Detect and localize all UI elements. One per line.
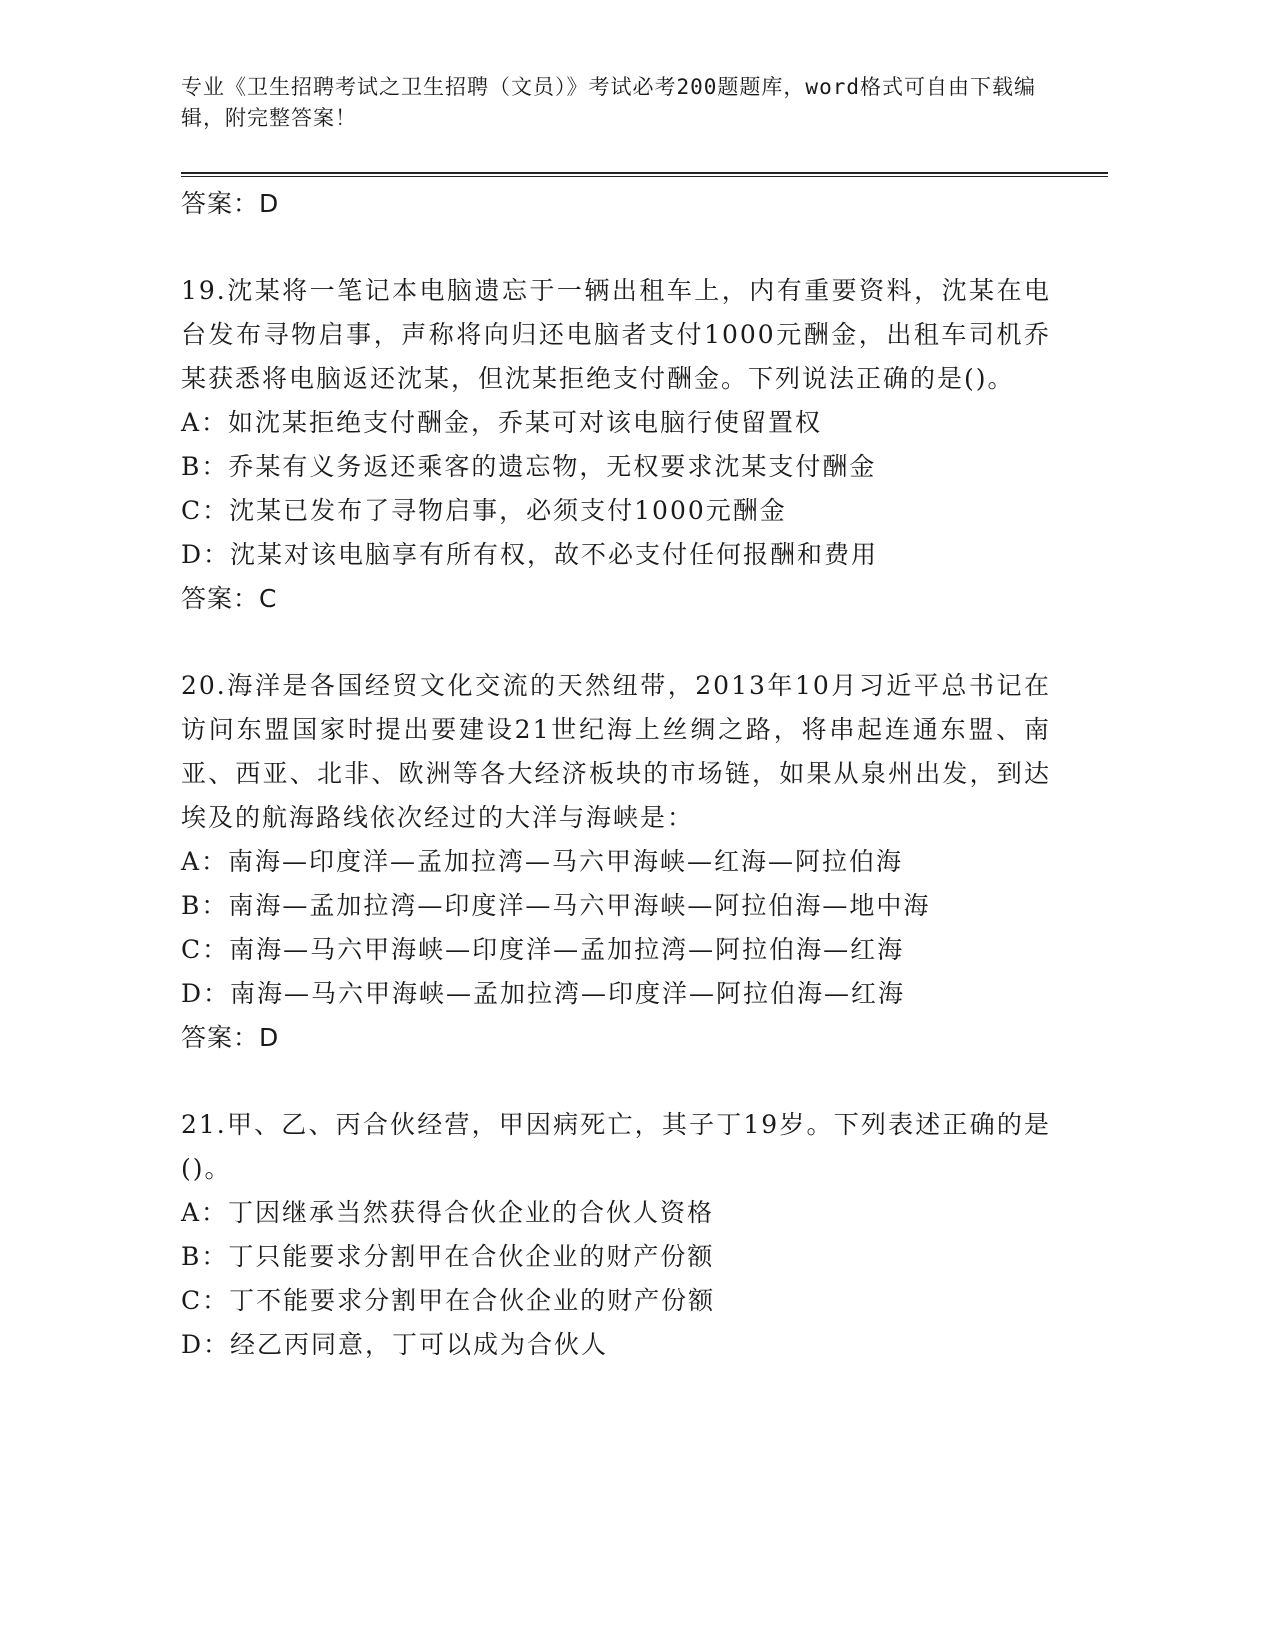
option-a: A：南海—印度洋—孟加拉湾—马六甲海峡—红海—阿拉伯海 [181, 847, 904, 876]
answer-20: 答案：D [181, 1023, 280, 1052]
option-c: C：丁不能要求分割甲在合伙企业的财产份额 [181, 1286, 716, 1315]
question-stem: 21.甲、乙、丙合伙经营，甲因病死亡，其子丁19岁。下列表述正确的是()。 [181, 1110, 1051, 1183]
option-a: A：丁因继承当然获得合伙企业的合伙人资格 [181, 1198, 715, 1227]
header-divider-thick [181, 172, 1108, 174]
option-b: B：南海—孟加拉湾—印度洋—马六甲海峡—阿拉伯海—地中海 [181, 891, 931, 920]
question-19 [181, 269, 1051, 620]
question-list [181, 182, 1051, 1367]
question-20 [181, 664, 1051, 1059]
spacer [181, 620, 1051, 664]
option-d: D：经乙丙同意，丁可以成为合伙人 [181, 1330, 609, 1359]
option-a: A：如沈某拒绝支付酬金，乔某可对该电脑行使留置权 [181, 408, 823, 437]
answer-previous: 答案：D [181, 189, 280, 218]
spacer [181, 225, 1051, 269]
option-c: C：南海—马六甲海峡—印度洋—孟加拉湾—阿拉伯海—红海 [181, 935, 905, 964]
option-d: D：沈某对该电脑享有所有权，故不必支付任何报酬和费用 [181, 540, 879, 569]
question-stem: 20.海洋是各国经贸文化交流的天然纽带，2013年10月习近平总书记在访问东盟国家时提出要建设21世纪海上丝绸之路，将串起连通东盟、南亚、西亚、北非、欧洲等各大经济板块的市场链，如果从泉州出发，到达埃及的航海路线依次经过的大洋与海峡是： [181, 671, 1051, 832]
option-d: D：南海—马六甲海峡—孟加拉湾—印度洋—阿拉伯海—红海 [181, 979, 906, 1008]
header-divider-thin [181, 176, 1108, 177]
question-21 [181, 1103, 1051, 1367]
option-c: C：沈某已发布了寻物启事，必须支付1000元酬金 [181, 496, 787, 525]
answer-19: 答案：C [181, 584, 278, 613]
page-header [181, 72, 1061, 134]
question-stem: 19.沈某将一笔记本电脑遗忘于一辆出租车上，内有重要资料，沈某在电台发布寻物启事，声称将向归还电脑者支付1000元酬金，出租车司机乔某获悉将电脑返还沈某，但沈某拒绝支付酬金。下列说法正确的是()。 [181, 276, 1051, 393]
option-b: B：乔某有义务返还乘客的遗忘物，无权要求沈某支付酬金 [181, 452, 877, 481]
spacer [181, 1059, 1051, 1103]
option-b: B：丁只能要求分割甲在合伙企业的财产份额 [181, 1242, 715, 1271]
header-text: 专业《卫生招聘考试之卫生招聘（文员）》考试必考200题题库，word格式可自由下载编辑，附完整答案！ [181, 75, 1036, 130]
